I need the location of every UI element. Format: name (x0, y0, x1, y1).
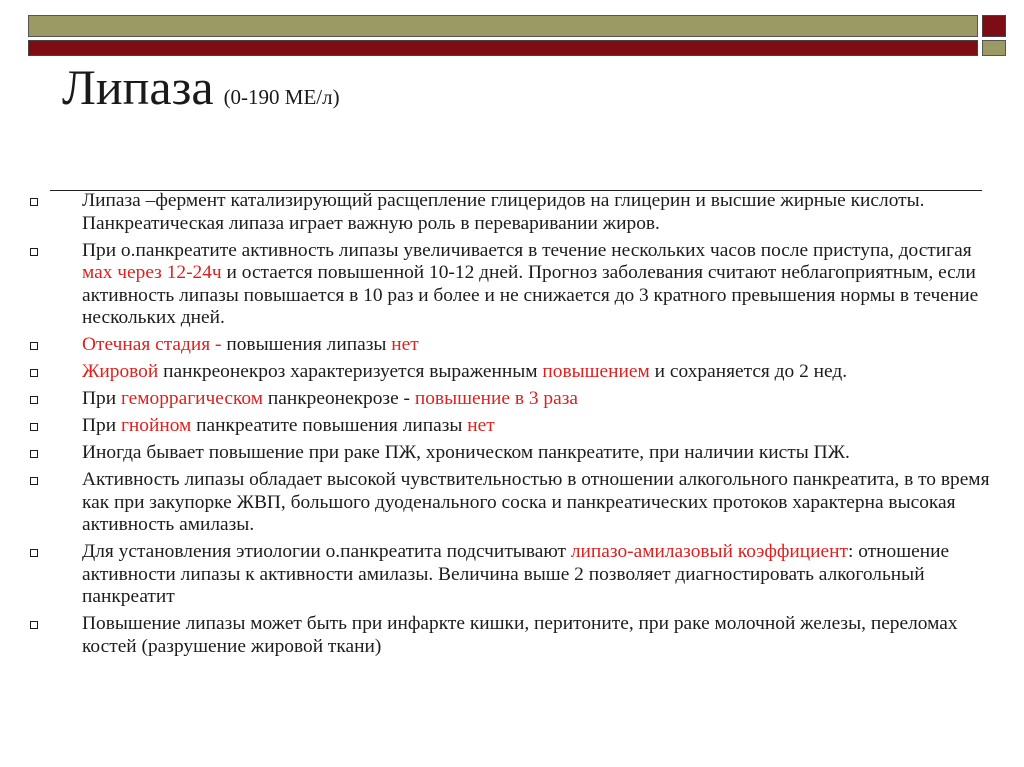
square-bullet-icon (30, 450, 38, 458)
bullet-text: При о.панкреатите активность липазы увеличивается в течение нескольких часов после приступа, достигая (82, 239, 972, 261)
square-bullet-icon (30, 396, 38, 404)
bullet-item (30, 415, 995, 438)
square-bullet-icon (30, 477, 38, 485)
bullet-text: Повышение липазы может быть при инфаркте кишки, перитоните, при раке молочной железы, переломах костей (разрушение жировой ткани) (82, 613, 958, 657)
title-range: (0-190 МЕ/л) (223, 85, 340, 109)
bullet-text: При (82, 388, 121, 409)
bullet-list (30, 190, 995, 658)
highlight-text: мах через 12-24ч (82, 262, 222, 283)
header-square-olive (982, 40, 1006, 56)
square-bullet-icon (30, 342, 38, 350)
header-square-maroon (982, 15, 1006, 37)
bullet-item (30, 388, 995, 411)
bullet-text: Активность липазы обладает высокой чувствительностью в отношении алкогольного панкреатита, в то время как при закупорке ЖВП, большого дуоденального соска и панкреатических протоков характерна высокая активность амилазы. (82, 469, 990, 535)
square-bullet-icon (30, 198, 38, 206)
bullet-text: панкреонекроз характеризуется выраженным (158, 361, 543, 382)
bullet-item (30, 240, 995, 330)
bullet-text: панкреонекрозе - (263, 388, 415, 409)
square-bullet-icon (30, 248, 38, 256)
bullet-text: и остается повышенной 10-12 дней. Прогноз заболевания считают неблагоприятным, если активность липазы повышается в 10 раз и более и не снижается до 3 кратного превышения нормы в течение нескольких дней. (82, 262, 979, 328)
highlight-text: гнойном (120, 415, 192, 436)
bullet-text: Для установления этиологии о.панкреатита подсчитывают (82, 541, 571, 562)
highlight-text: Жировой (82, 361, 159, 382)
header-bar-olive (28, 15, 978, 37)
highlight-text: повышение в 3 раза (414, 388, 578, 409)
bullet-text: повышения липазы (226, 334, 392, 355)
bullet-item (30, 361, 995, 384)
square-bullet-icon (30, 423, 38, 431)
header-bar-maroon (28, 40, 978, 56)
square-bullet-icon (30, 369, 38, 377)
square-bullet-icon (30, 621, 38, 629)
bullet-text: и сохраняется до 2 нед. (649, 361, 848, 382)
highlight-text: липазо-амилазовый коэффициент (570, 541, 848, 562)
bullet-item (30, 334, 995, 357)
bullet-text: Липаза –фермент катализирующий расщепление глицеридов на глицерин и высшие жирные кислоты. Панкреатическая липаза играет важную роль в переваривании жиров. (82, 190, 925, 234)
bullet-content (30, 190, 995, 663)
highlight-text: нет (391, 334, 419, 355)
bullet-item (30, 541, 995, 609)
bullet-text: панкреатите повышения липазы (191, 415, 468, 436)
square-bullet-icon (30, 549, 38, 557)
bullet-item (30, 190, 995, 235)
bullet-text: : отношение активности липазы к активности амилазы. Величина выше 2 позволяет диагностировать алкогольный панкреатит (82, 541, 950, 607)
slide-title (62, 58, 340, 116)
highlight-text: нет (467, 415, 495, 436)
bullet-item (30, 442, 995, 465)
bullet-text: При (82, 415, 121, 436)
bullet-text: Иногда бывает повышение при раке ПЖ, хроническом панкреатите, при наличии кисты ПЖ. (82, 442, 850, 463)
bullet-item (30, 613, 995, 658)
highlight-text: Отечная стадия - (82, 334, 227, 355)
title-main: Липаза (62, 59, 214, 115)
highlight-text: повышением (542, 361, 650, 382)
bullet-item (30, 469, 995, 537)
highlight-text: геморрагическом (120, 388, 264, 409)
